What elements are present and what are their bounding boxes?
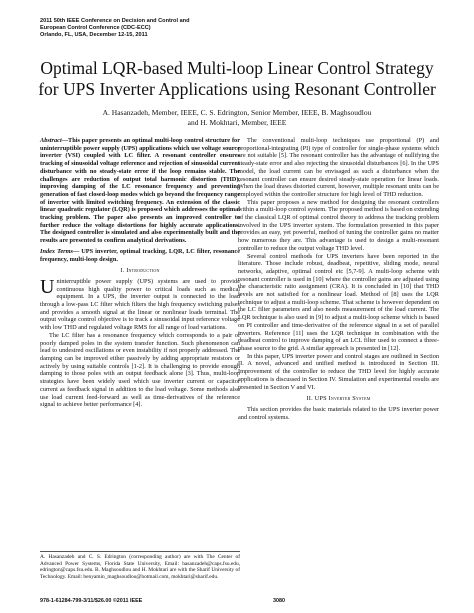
intro-paragraph-2: The LC filter has a resonance frequency which corresponds to a pair of poorly damped poles in the system transfer function. Such phenomenon can lead to undesired oscillations or even instability if not properly addressed. The damping can be improved either passively by adding appropriate resistors or actively by using suitable controls [1-2]. It is challenging to provide enough damping to those poles with an output feedback alone [3]. Thus, multi-loop strategies have been widely used which use inverter current or capacitor current as feedback signal in addition to the load voltage. Some methods also use load current feed-forward as well as time-derivatives of the reference signal to achieve better performance [4]. (40, 331, 240, 409)
footnote-text: A. Hasanzadeh and C. S. Edrington (corresponding author) are with The Center of Advanced Power Systems, Florida State University, Email: hasanzadeh@caps.fsu.edu, edrington@caps.fsu.edu. B. Maghsoudlou and H. Mokhtari are with the Sharif University of Technology. Email: benyamin_maghsoudlou@hotmail.com, mokhtari@sharif.edu. (40, 554, 240, 580)
paper-title (20, 58, 454, 100)
right-paragraph-3: Several control methods for UPS inverters have been reported in the literature. Those include robust, deadbeat, repetitive, sliding mode, neural networks, adaptive, optimal control etc [5,7-9]. A multi-loop scheme with resonant controller is used in [10] where the controller gains are adjusted using the characteristic ratio assignment (CRA). It is concluded in [10] that THD levels are not satisfied for a nonlinear load. Method of [8] uses the LQR technique to adjust a multi-loop scheme. That scheme is however dependent on the LC filter parameters and also needs measurement of the load current. The LQR technique is also used in [9] to adjust a multi-loop scheme which is based on PI controller and time-derivative of the reference signal in a set of parallel inverters. Reference [11] uses the LQR technique in combination with the deadbeat control to improve damping of an LCL filter used to connect a three-phase source to the grid. A similar approach is presented in [12]. (238, 252, 439, 352)
abstract-text: —This paper presents an optimal multi-loop control structure for uninterruptible power supply (UPS) applications which use voltage source inverter (VSI) coupled with LC filter. A resonant controller ensures tracking of sinusoidal voltage reference and rejection of sinusoidal current disturbance with no steady-state error if the loop remains stable. The challenges are reduction of output total harmonic distortion (THD), improving damping of the LC resonance frequency and preventing generation of fast closed-loop modes which go beyond the frequency range of inverter with limited switching frequency. An extension of the classic linear quadratic regulator (LQR) is proposed which addresses the optimal tracking problem. The paper also presents an improved controller to further reduce the voltage distortions for highly accurate applications. The designed controller is simulated and also experimentally built and the results are presented to confirm analytical derivations. (40, 137, 240, 245)
index-terms (40, 248, 240, 263)
right-paragraph-2: This paper proposes a new method for designing the resonant controllers within a multi-loop control system. The proposed method is based on extending of the classical LQR of optimal control theory to address the tracking problem involved in the UPS inverter system. The formulation presented in this paper provides an easy, yet powerful, method of tuning the controller gains no matter how numerous they are. This advantage is used to design a multi-resonant controller to reduce the output voltage THD level. (238, 198, 440, 252)
index-terms-label: Index Terms (40, 247, 73, 255)
author-list (30, 108, 444, 128)
author-footnote (40, 551, 240, 580)
intro-paragraph-1 (40, 275, 240, 332)
index-terms-text: — UPS inverter, optimal tracking, LQR, LC filter, resonance frequency, multi-loop design. (40, 247, 240, 263)
authors-line-2: and H. Mokhtari, Member, IEEE (187, 118, 287, 127)
page-number: 3080 (273, 598, 285, 604)
title-line-1: Optimal LQR-based Multi-loop Linear Control Strategy (40, 58, 434, 78)
section-heading-introduction: I. Introduction (120, 267, 160, 275)
right-column (238, 137, 439, 421)
intro-paragraph-1-text: ninterruptible power supply (UPS) systems are used to provide continuous high quality power to critical loads such as medical equipment. In a UPS, the inverter output is connected to the load through a low-pass LC filter which filters the high frequency switching pulses and provides a smooth signal at the linear or nonlinear loads terminal. The output voltage control objective is to track a sinusoidal input reference voltage with low THD and regulated voltage RMS for all range of load variations. (40, 277, 240, 332)
section-heading-ups-system: II. UPS Inverter System (306, 395, 371, 403)
conference-line-3: Orlando, FL, USA, December 12-15, 2011 (40, 32, 148, 38)
right-paragraph-1: The conventional multi-loop techniques use proportional (P) and proportional-integrating (PI) type of controller for single-phase systems which are not suitable [5]. The resonant controller has the advantage of nullifying the steady-state error and also rejecting the sinusoidal disturbances [6]. In the UPS model, the load current can be envisaged as such a disturbance when the resonant controller can ensure desired steady-state operation for linear loads. When the load draws distorted current, however, multiple resonant units can be employed within the controller structure for high level of THD reduction. (238, 137, 439, 198)
right-paragraph-4: In this paper, UPS inverter power and control stages are outlined in Section II. A novel, advanced and unified method is introduced in Section III. Improvement of the controller to reduce the THD level for highly accurate applications is discussed in Section IV. Simulation and experimental results are presented in Section V and VI. (238, 352, 439, 391)
drop-cap: U (40, 275, 55, 298)
right-paragraph-5: This section provides the basic materials related to the UPS inverter power and control systems. (238, 405, 439, 421)
isbn-copyright: 978-1-61284-799-3/11/$26.00 ©2011 IEEE (40, 598, 143, 604)
abstract-label: Abstract (40, 137, 62, 144)
title-line-2: for UPS Inverter Applications using Resonant Controller (38, 79, 436, 99)
conference-line-2: European Control Conference (CDC-ECC) (40, 25, 151, 31)
abstract (40, 137, 240, 245)
conference-line-1: 2011 50th IEEE Conference on Decision and Control and (40, 18, 190, 24)
authors-line-1: A. Hasanzadeh, Member, IEEE, C. S. Edrington, Senior Member, IEEE, B. Maghsoudlou (102, 108, 372, 117)
left-column (40, 137, 240, 409)
conference-header (40, 18, 270, 39)
